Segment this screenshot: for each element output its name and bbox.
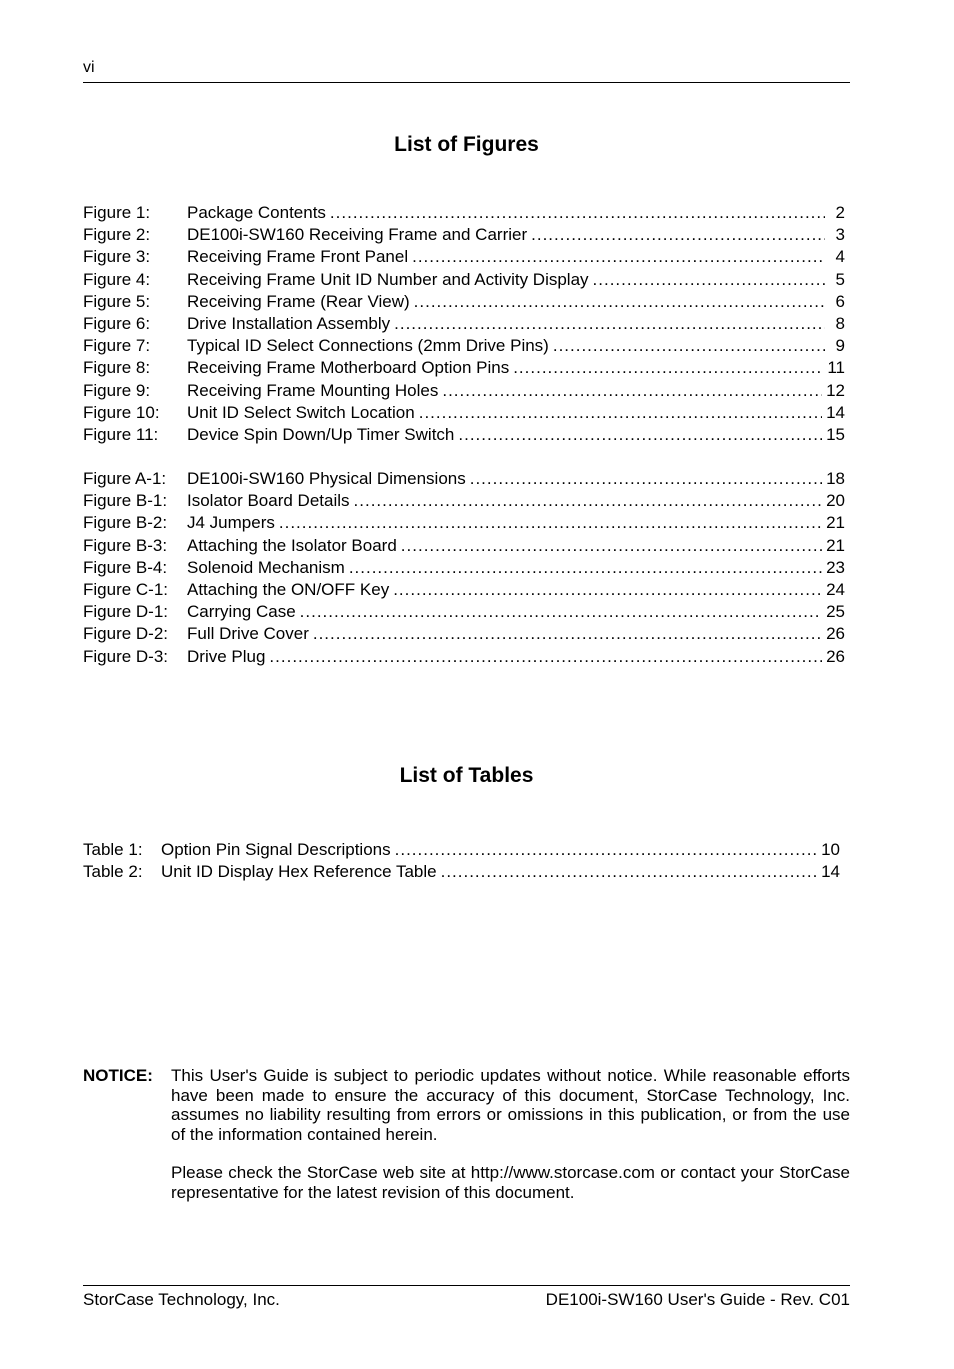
- entry-title: Receiving Frame Unit ID Number and Activity Display: [187, 269, 589, 289]
- entry-label: Figure 9:: [83, 380, 151, 400]
- figure-entry: [83, 490, 845, 512]
- entry-title: Option Pin Signal Descriptions: [161, 840, 391, 859]
- entry-page: 18: [826, 469, 845, 488]
- entry-page: 6: [835, 291, 845, 311]
- figure-entry: [83, 468, 845, 490]
- entry-label: Figure D-3:: [83, 646, 169, 666]
- notice-label: NOTICE:: [83, 1066, 153, 1085]
- entry-label: Figure B-2:: [83, 513, 168, 533]
- leader-dots: [269, 646, 822, 668]
- figure-entry: [83, 269, 845, 291]
- figure-entry: [83, 601, 845, 623]
- entry-title: Drive Plug: [187, 646, 266, 666]
- list-of-figures-heading: List of Figures: [394, 133, 539, 156]
- entry-page: 12: [826, 380, 845, 400]
- notice-body: [171, 1066, 850, 1203]
- leader-dots: [458, 424, 822, 446]
- figure-entry: [83, 557, 845, 579]
- entry-title: DE100i-SW160 Physical Dimensions: [187, 469, 466, 488]
- entry-page: 11: [827, 358, 845, 378]
- entry-label: Figure B-3:: [83, 535, 168, 555]
- footer-company: StorCase Technology, Inc.: [83, 1290, 280, 1309]
- entry-page: 4: [835, 247, 845, 267]
- entry-page: 15: [826, 424, 845, 444]
- leader-dots: [401, 535, 822, 557]
- entry-title: Receiving Frame Motherboard Option Pins: [187, 358, 510, 378]
- footer-rule: [83, 1285, 850, 1286]
- entry-label: Figure 1:: [83, 203, 151, 222]
- entry-label: Figure 3:: [83, 247, 151, 267]
- figure-entry: [83, 246, 845, 268]
- entry-page: 3: [835, 225, 845, 245]
- entry-label: Figure 2:: [83, 225, 151, 245]
- notice-paragraph-2: Please check the StorCase web site at http://www.storcase.com or contact your StorCase representative for the latest revision of this document.: [171, 1163, 850, 1202]
- leader-dots: [593, 269, 825, 291]
- figure-entry: [83, 224, 845, 246]
- entry-page: 21: [826, 535, 845, 555]
- figures-list-appendix: [83, 468, 845, 668]
- figure-entry: [83, 380, 845, 402]
- figure-entry: [83, 313, 845, 335]
- entry-label: Figure A-1:: [83, 469, 167, 488]
- entry-page: 8: [835, 313, 845, 333]
- header-rule: [83, 82, 850, 83]
- entry-title: Carrying Case: [187, 602, 296, 622]
- leader-dots: [394, 313, 825, 335]
- leader-dots: [414, 291, 825, 313]
- entry-label: Table 2:: [83, 862, 143, 882]
- entry-label: Figure 6:: [83, 313, 151, 333]
- leader-dots: [531, 224, 825, 246]
- entry-label: Table 1:: [83, 840, 143, 859]
- leader-dots: [395, 839, 817, 861]
- figures-list-main: [83, 202, 845, 446]
- figure-entry: [83, 291, 845, 313]
- entry-label: Figure 11:: [83, 424, 159, 444]
- entry-page: 10: [821, 840, 840, 859]
- leader-dots: [513, 357, 823, 379]
- leader-dots: [553, 335, 825, 357]
- notice-block: [83, 1066, 850, 1222]
- entry-page: 5: [835, 269, 845, 289]
- entry-label: Figure B-4:: [83, 557, 168, 577]
- leader-dots: [419, 402, 822, 424]
- leader-dots: [354, 490, 823, 512]
- leader-dots: [442, 380, 822, 402]
- notice-paragraph-1: This User's Guide is subject to periodic updates without notice. While reasonable efforts have been made to ensure the accuracy of this document, StorCase Technology, Inc. assumes no liability resulting from errors or omissions in this publication, or from the use of the information contained herein.: [171, 1066, 850, 1144]
- entry-page: 9: [835, 336, 845, 356]
- entry-label: Figure C-1:: [83, 579, 169, 599]
- figure-entry: [83, 402, 845, 424]
- entry-title: Receiving Frame Front Panel: [187, 247, 409, 267]
- leader-dots: [412, 246, 825, 268]
- entry-page: 21: [826, 513, 845, 533]
- entry-title: Receiving Frame (Rear View): [187, 291, 410, 311]
- figure-entry: [83, 357, 845, 379]
- leader-dots: [349, 557, 822, 579]
- entry-label: Figure 4:: [83, 269, 151, 289]
- entry-title: DE100i-SW160 Receiving Frame and Carrier: [187, 225, 528, 245]
- entry-page: 24: [826, 579, 845, 599]
- leader-dots: [313, 623, 822, 645]
- leader-dots: [393, 579, 822, 601]
- figure-entry: [83, 535, 845, 557]
- page-footer: [83, 1290, 850, 1310]
- entry-title: J4 Jumpers: [187, 513, 275, 533]
- entry-page: 25: [826, 602, 845, 622]
- entry-title: Receiving Frame Mounting Holes: [187, 380, 439, 400]
- entry-label: Figure 10:: [83, 402, 160, 422]
- footer-document-title: DE100i-SW160 User's Guide - Rev. C01: [545, 1290, 850, 1309]
- leader-dots: [470, 468, 822, 490]
- entry-page: 14: [821, 862, 840, 882]
- entry-label: Figure D-1:: [83, 602, 169, 622]
- entry-title: Isolator Board Details: [187, 491, 350, 511]
- figure-entry: [83, 579, 845, 601]
- entry-page: 26: [826, 624, 845, 644]
- figure-entry: [83, 512, 845, 534]
- entry-label: Figure 7:: [83, 336, 151, 356]
- entry-title: Device Spin Down/Up Timer Switch: [187, 424, 455, 444]
- page-number: vi: [83, 59, 95, 76]
- entry-label: Figure 8:: [83, 358, 151, 378]
- entry-label: Figure D-2:: [83, 624, 169, 644]
- figure-entry: [83, 424, 845, 446]
- tables-list: [83, 839, 840, 883]
- leader-dots: [441, 861, 817, 883]
- entry-page: 14: [826, 402, 845, 422]
- figure-entry: [83, 335, 845, 357]
- leader-dots: [300, 601, 822, 623]
- entry-title: Full Drive Cover: [187, 624, 309, 644]
- table-entry: [83, 861, 840, 883]
- table-entry: [83, 839, 840, 861]
- entry-title: Attaching the ON/OFF Key: [187, 579, 390, 599]
- figure-entry: [83, 202, 845, 224]
- entry-title: Drive Installation Assembly: [187, 313, 391, 333]
- entry-page: 26: [826, 646, 845, 666]
- entry-label: Figure 5:: [83, 291, 151, 311]
- entry-label: Figure B-1:: [83, 491, 168, 511]
- entry-page: 20: [826, 491, 845, 511]
- figure-entry: [83, 623, 845, 645]
- entry-page: 2: [835, 203, 845, 222]
- list-of-tables-heading: List of Tables: [399, 764, 534, 787]
- entry-title: Unit ID Display Hex Reference Table: [161, 862, 437, 882]
- entry-title: Attaching the Isolator Board: [187, 535, 397, 555]
- entry-title: Unit ID Select Switch Location: [187, 402, 415, 422]
- entry-title: Package Contents: [187, 203, 326, 222]
- figure-entry: [83, 646, 845, 668]
- entry-title: Solenoid Mechanism: [187, 557, 345, 577]
- entry-title: Typical ID Select Connections (2mm Drive Pins): [187, 336, 549, 356]
- leader-dots: [279, 512, 822, 534]
- leader-dots: [330, 202, 825, 224]
- entry-page: 23: [826, 557, 845, 577]
